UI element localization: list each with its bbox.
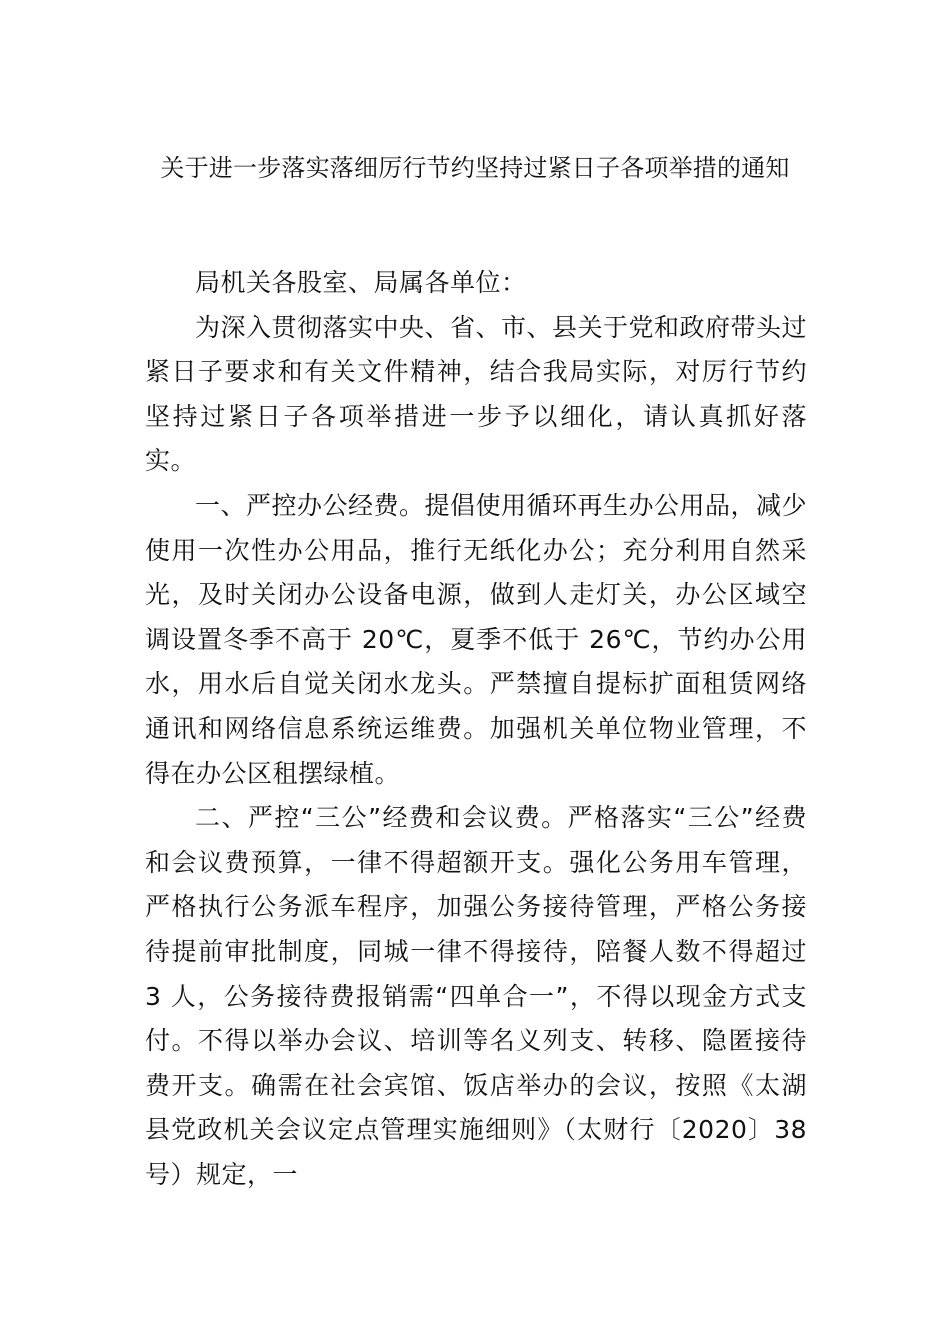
paragraph-three-public-expenses: 二、严控“三公”经费和会议费。严格落实“三公”经费和会议费预算，一律不得超额开支。强化公务用车管理，严格执行公务派车程序，加强公务接待管理，严格公务接待提前审批制度，同城一律不得接待，陪餐人数不得超过 3 人，公务接待费报销需“四单合一”，不得以现金方式支付。不得以举办会议、培训等名义列支、转移、隐匿接待费开支。确需在社会宾馆、饭店举办的会议，按照《太湖县党政机关会议定点管理实施细则》（太财行〔2020〕38 号）规定，一 [145,803,807,1189]
salutation: 局机关各股室、局属各单位： [195,268,527,297]
paragraph-office-expenses: 一、严控办公经费。提倡使用循环再生办公用品，减少使用一次性办公用品，推行无纸化办公；充分利用自然采光，及时关闭办公设备电源，做到人走灯关，办公区域空调设置冬季不高于 20℃，夏季不低于 26℃，节约办公用水，用水后自觉关闭水龙头。严禁擅自提标扩面租赁网络通讯和网络信息系统运维费。加强机关单位物业管理，不得在办公区租摆绿植。 [145,490,808,788]
document-body [145,261,807,1197]
document-title: 关于进一步落实落细厉行节约坚持过紧日子各项举措的通知 [160,154,790,182]
paragraph-intro: 为深入贯彻落实中央、省、市、县关于党和政府带头过紧日子要求和有关文件精神，结合我局实际，对厉行节约坚持过紧日子各项举措进一步予以细化，请认真抓好落实。 [145,312,808,476]
